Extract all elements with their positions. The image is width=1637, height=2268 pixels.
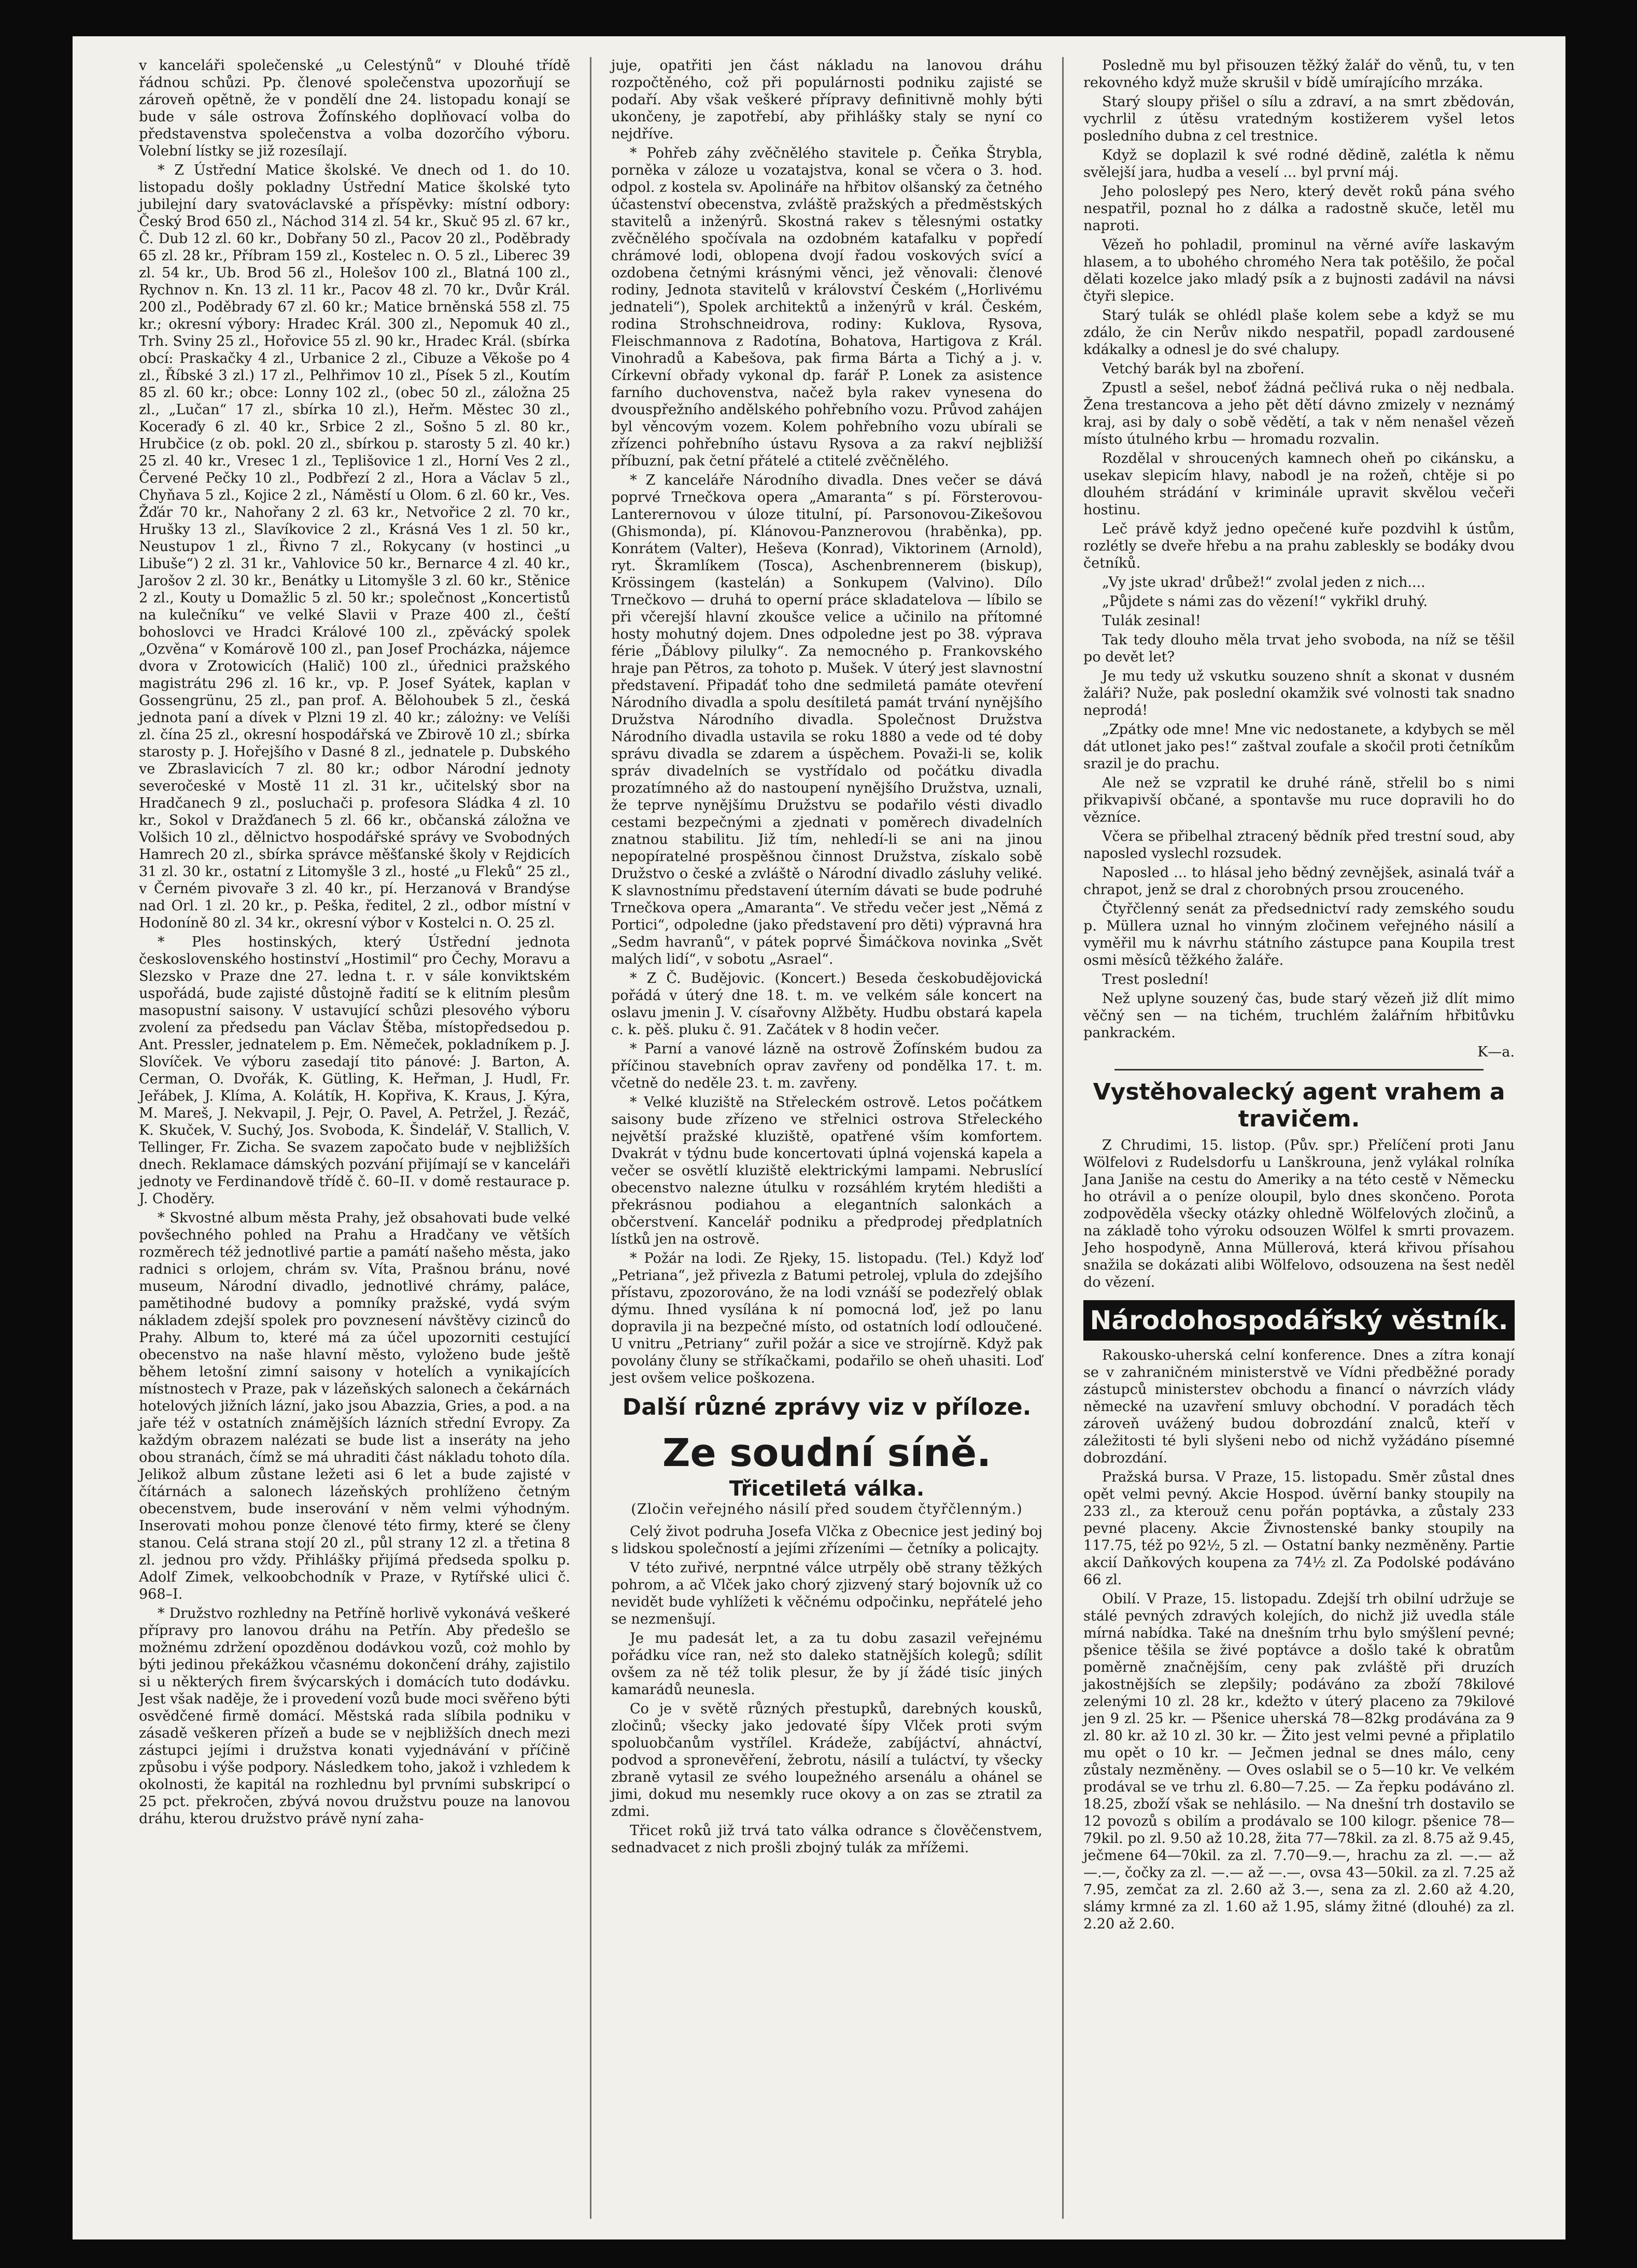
article-paragraph: V této zuřivé, nerpntné válce utrpěly obě strany těžkých pohrom, a ač Vlček jako chorý zjizvený starý bojovník už co nevidět bude vyhlížeti k věčnému odpočinku, nepřátelé jeho se nezmenšují. [611, 1560, 1047, 1627]
article-paragraph: Když se doplazil k své rodné dědině, zalétla k němu svělejší jara, hudba a veselí ... byl první máj. [1083, 147, 1519, 180]
column-middle [590, 57, 1062, 2219]
article-paragraph: Co je v světě různých přestupků, darebných kousků, zločinů; všecky jako jedovaté šípy Vlček proti svým spoluobčanům vystřílel. Krádeže, zabíjáctví, ahnáctví, podvod a spronevěření, žebrotu, násilí a tuláctví, ty všecky zbraně vytasil ze svého loupežného arsenálu a ohánel se jimi, dokud mu nesemkly ruce okovy a on zas se ztratil za zdmi. [611, 1701, 1047, 1820]
article-paragraph: Z Chrudimi, 15. listop. (Pův. spr.) Přelíčení proti Janu Wölfelovi z Rudelsdorfu u Lanškrouna, jenž vylákal rolníka Jana Janiše na cestu do Ameriky a na této cestě v Německu ho otrávil a o peníze oloupil, bylo dnes skončeno. Porota zodpověděla všecky otázky ohledně Wölfelových zločinů, a na základě toho výroku odsouzen Wölfel k smrti provazem. Jeho hospodyně, Anna Müllerová, která křivou přísahou snažila se dokázati alibi Wölfelovo, odsouzena na šest neděl do vězení. [1083, 1137, 1519, 1290]
article-paragraph: * Z Ústřední Matice školské. Ve dnech od 1. do 10. listopadu došly pokladny Ústřední Matice školské tyto jubilejní dary svatováclavské a příspěvky: místní odbory: Český Brod 650 zl., Náchod 314 zl. 54 kr., Skuč 95 zl. 67 kr., Č. Dub 12 zl. 60 kr., Dobřany 50 zl., Pacov 20 zl., Poděbrady 65 zl. 28 kr., Příbram 159 zl., Kostelec n. O. 5 zl., Liberec 39 zl. 54 kr., Ub. Brod 56 zl., Holešov 100 zl., Blatná 100 zl., Rychnov n. Kn. 13 zl. 11 kr., Pacov 48 zl. 70 kr., Dvůr Král. 200 zl., Poděbrady 67 zl. 60 kr.; Matice brněnská 558 zl. 75 kr.; okresní výbory: Hradec Král. 300 zl., Nepomuk 40 zl., Trh. Sviny 25 zl., Hořovice 55 zl. 90 kr., Hradec Král. (sbírka obcí: Praskačky 4 zl., Urbanice 2 zl., Cibuze a Věkoše po 4 zl., Říbské 3 zl.) 17 zl., Pelhřimov 10 zl., Písek 5 zl., Koutím 85 zl. 60 kr.; obce: Lonny 102 zl., (obec 50 zl., záložna 25 zl., „Lučan“ 17 zl., sbírka 10 zl.), Heřm. Městec 30 zl., Koceraďy 6 zl. 40 kr., Srbice 2 zl., Sošno 5 zl. 80 kr., Hrubčice (z ob. pokl. 20 zl., sbírkou p. starosty 5 zl. 40 kr.) 25 zl. 40 kr., Vresec 1 zl., Teplišovice 1 zl., Horní Ves 2 zl., Červené Pečky 10 zl., Podbřezí 2 zl., Hora a Václav 5 zl., Chyňava 5 zl., Kojice 2 zl., Náměstí u Olom. 6 zl. 60 kr., Ves. Žďár 70 kr., Nahořany 2 zl. 63 kr., Netvořice 2 zl. 70 kr., Hrušky 13 zl., Slavíkovice 2 zl., Krásná Ves 1 zl. 50 kr., Neustupov 1 zl., Řivno 7 zl., Rokycany (v hostinci „u Libuše“) 2 zl. 31 kr., Vahlovice 50 kr., Bernarce 4 zl. 40 kr., Jarošov 2 zl. 30 kr., Benátky u Litomyšle 3 zl. 60 kr., Stěnice 2 zl., Kouty u Domažlic 5 zl. 50 kr.; společnost „Koncertistů na kulečníku“ ve velké Slavii v Praze 400 zl., čeští bohoslovci ve Hradci Králové 100 zl., zpěvácký spolek „Ozvěna“ v Komárově 100 zl., pan Josef Procházka, nájemce dvora v Zrotowicích (Halič) 100 zl., úřednici pražského magistrátu 296 zl. 16 kr., vp. P. Josef Syátek, kaplan v Gossengrünu, 25 zl., pan prof. A. Bělohoubek 5 zl., česká jednota paní a dívek v Plzni 19 zl. 40 kr.; zálożny: ve Velíši zl. čína 25 zl., okresní hospodářská ve Zbirově 10 zl.; sbírka starosty p. J. Hořejšího v Dasné 8 zl., jednatele p. Dubského ve Zbraslavicích 7 zl. 80 kr.; odbor Národní jednoty severočeské v Mostě 11 zl. 31 kr., učitelský sbor na Hradčanech 9 zl., posluchači p. profesora Sládka 4 zl. 10 kr., Sokol v Dražďanech 5 zl. 66 kr., občanská záložna ve Volšich 10 zl., dělnictvo hospodářské správy ve Svobodných Hamrech 20 zl., sbírka správce měšťanské školy v Rejdicích 31 zl. 30 kr., ostatní z Litomyšle 3 zl., hosté „u Fleků“ 25 zl., v Černém pivovaře 3 zl. 40 kr., pí. Herzanová v Brandýse nad Orl. 1 zl. 20 kr., p. Peška, ředitel, 2 zl., odbor místní v Hodoníně 80 zl. 34 kr., okresní výbor v Kostelci n. O. 25 zl. [139, 162, 575, 931]
article-paragraph: „Půjdete s námi zas do vězení!“ vykřikl druhý. [1102, 594, 1428, 610]
article-paragraph: Je mu padesát let, a za tu dobu zasazil veřejnému pořádku více ran, než sto daleko statnějších kolegů; sdílit ovšem za ně též tolik plesur, že by jí žádé tisíc jiných kamarádů neunesla. [611, 1630, 1047, 1698]
economy-section-banner: Národohospodářský věstník. [1083, 1300, 1515, 1341]
article-paragraph: * Velké kluziště na Střeleckém ostrově. Letos počátkem saisony bude zřízeno ve střelnici ostrova Střeleckého největší pražské kluziště, opatřené vším komfortem. Dvakrát v týdnu bude koncertovati úplná vojenská kapela a večer se osvětlí kluziště elektrickými lampami. Nebruslící obecenstvo nalezne útulku v rozsáhlém krytém hledišti a překrásnou podiahou a elegantních salonkách a občerstvení. Kancelář podniku a předprodej předplatních lístků jen na ostrově. [611, 1094, 1047, 1247]
column-left [119, 57, 590, 2219]
article-paragraph: Trest poslední! [1102, 971, 1209, 988]
article-paragraph: Je mu tedy už vskutku souzeno shnít a skonat v dusném žaláři? Nuže, pak poslední okamžik své volnosti tak snadno neprodá! [1083, 668, 1519, 719]
court-section-title: Ze soudní síně. [662, 1431, 992, 1475]
article-paragraph: Než uplyne souzený čas, bude starý vězeň již dlít mimo věčný sen — na tichém, truchlém žalářním hřbitůvku pankrackém. [1083, 991, 1519, 1041]
article-paragraph: Celý život podruha Josefa Vlčka z Obecnice jest jediný boj s lidskou společností a jejími zřízeními — četníky a policajty. [611, 1524, 1047, 1557]
article-paragraph: Tak tedy dlouho měla trvat jeho svoboda, na níž se těšil po devět let? [1083, 632, 1519, 665]
divider [1114, 1069, 1484, 1070]
article-paragraph: Naposled ... to hlásal jeho bědný zevnějšek, asinalá tvář a chrapot, jenž se dral z chorobných prsou zrouceného. [1083, 865, 1519, 898]
article-paragraph: * Družstvo rozhledny na Petříně horlivě vykonává veškeré přípravy pro lanovou dráhu na Petřín. Aby předešlo se možnému zdržení opozděnou dodávkou vozů, coż mohlo by býti jedinou překážkou včasnému dokončení dráhy, zajistilo si u některých firem švýcarských i domácích tuto dodávku. Jest však naděje, že i provedení vozů bude moci svěřeno býti osvědčené firmě domácí. Městská rada slíbila podniku v zásadě veškeren přízeň a bude se v nejbližších dnech mezi zástupci jejími i družstva konati vyjednávání v příčině způsobu i výše podpory. Následkem toho, jakož i vzhledem k okolnosti, že kapitál na rozhlednu byl prvními subskripcí o 25 pct. překročen, zbývá novou družstvu pouze na lanovou dráhu, kterou družstvo právě nyní zaha- [139, 1605, 575, 1827]
newspaper-page [73, 36, 1565, 2239]
article-paragraph: * Z kanceláře Národního divadla. Dnes večer se dává poprvé Trnečkova opera „Amaranta“ s pí. Försterovou-Lanterernovou v úloze titulní, pí. Parsonovou-Zikešovou (Ghismonda), pí. Klánovou-Panznerovou (hraběnka), pp. Konrátem (Valter), Heševa (Konrad), Viktorinem (Arnold), ryt. Škramlíkem (Tosca), Aschenbrennerem (biskup), Krössingem (kastelán) a Sonkupem (Valvino). Dílo Trnečkovo — druhá to operní práce skladatelova — líbilo se při včerejší hlavní zkoušce velice a učinilo na přítomné hosty mohutný dojem. Dnes odpoledne jest po 38. výprava férie „Ďáblovy pilulky“. Za nemocného p. Frankovského hraje pan Pětros, za tohoto p. Mušek. V úterý jest slavnostní představení. Připadáť toho dne sedmiletá památe otevření Národního divadla a spolu desítiletá památ trvání nynějšího Družstva Národního divadla. Společnost Družstva Národního divadla ustavila se roku 1880 a vede od té doby správu divadla se zdarem a úspěchem. Považi-li se, kolik správ divadelních se vystřídalo od počátku divadla prozatímného až do nastoupení nynějšího Družstva, uznali, že teprve nynějšímu Družstvu se podařilo vésti divadlo cestami bezpečnými a zjednati v poměrech divadelních znatnou stabilitu. Již tím, nehledí-li se ani na jinou nepopíratelné prospěšnou činnost Družstva, získalo sobě Družstvo o české a zvláště o Národní divadlo zásluhy veliké. K slavnostnímu představení úterním dávati se bude podruhé Trnečkova opera „Amaranta“. Ve středu večer jest „Němá z Portici“, odpoledne (jako představení pro děti) výpravná hra „Sedm havranů“, v pátek poprvé Šimáčkova novinka „Svět malých lidí“, v sobotu „Asrael“. [611, 472, 1047, 967]
article-paragraph: Obilí. V Praze, 15. listopadu. Zdejší trh obilní udržuje se stálé pevných zdravých kolejích, do nichž již uvedla stále mírná nabídka. Také na dnešním trhu bylo smýšlení pevné; pšenice těšila se živé poptávce a došlo také k obratům poměrně značnějším, ceny pak zvláště při druzích jakostnějších se zlepšily; podáváno za zboží 78kilové zelenými 10 zl. 28 kr., kdežto v úterý placeno za 79kilové jen 9 zl. 25 kr. — Pšenice uherská 78—82kg prodávána za 9 zl. 80 kr. až 10 zl. 30 kr. — Žito jest velmi pevné a připlatilo mu opět o 10 kr. — Ječmen jednal se dnes málo, ceny zůstaly nezměněny. — Oves oslabil se o 5—10 kr. Ve velkém prodával se ve trhu zl. 6.80—7.25. — Za řepku podáváno zl. 18.25, zboží však se nehlásilo. — Na dnešní trh dostavilo se 12 povozů s obilím a prodávalo se 100 kilogr. pšenice 78—79kil. po zl. 9.50 až 10.28, žita 77—78kil. za zl. 8.75 až 9.45, ječmene 64—70kil. za zl. 7.70—9.—, hrachu za zl. —.— až —.—, čočky za zl. —.— až —.—, ovsa 43—50kil. za zl. 7.25 až 7.95, zemčat za zl. 2.60 až 3.—, sena za zl. 2.60 až 4.20, slámy krmné za zl. 1.60 až 1.95, slámy žitné (dlouhé) za zl. 2.20 až 2.60. [1083, 1591, 1519, 1932]
article-paragraph: * Z Č. Budějovic. (Koncert.) Beseda českobudějovická pořádá v úterý dne 18. t. m. ve velkém sále koncert na oslavu jmenin J. V. císařovny Alžběty. Hudbu obstará kapela c. k. pěš. pluku č. 91. Začátek v 8 hodin večer. [611, 970, 1047, 1038]
article-paragraph: Leč právě když jedno opečené kuře pozdvihl k ústům, rozlétly se dveře hřebu a na prahu zableskly se bodáky dvou četníků. [1083, 521, 1519, 571]
article-paragraph: Tulák zesinal! [1102, 613, 1201, 629]
author-signature: K—a. [1477, 1044, 1515, 1060]
article-paragraph: v kanceláři společenské „u Celestýnů“ v Dlouhé třídě řádnou schůzi. Pp. členové společenstva upozorňují se zároveň opětně, že v pondělí dne 24. listopadu konají se bude v sále ostrova Žofínského doplňovací volba do představenstva společenstva a volba dozorčího výboru. Volební lístky se již rozesílají. [139, 58, 575, 159]
article-paragraph: Jeho poloslepý pes Nero, který devět roků pána svého nespatřil, poznal ho z dálka a radostně skuče, letěl mu naproti. [1083, 184, 1519, 234]
article-paragraph: * Pohřeb záhy zvěčnělého stavitele p. Čeňka Štrybla, porněka v záloze u vozatajstva, konal se včera o 3. hod. odpol. z kostela sv. Apolináře na hřbitov olšanský za četného účastenství obecenstva, zvláště pražských a předměstských stavitelů a inženýrů. Skostná rakev s tělesnými ostatky zvěčnělého spočívala na ozdobném katafalku v popředí chrámové lodi, oblopena dvojí řadou voskových svící a ozdobena četnými krásnými věnci, jež věnovali: členové rodiny, Jednota stavitelů v království Českém („Horlivému jednateli“), Spolek architektů a inženýrů v král. Českém, rodina Strohschneidrova, rodiny: Kuklova, Rysova, Fleischmannova z Radotína, Bohatova, Hartigova z Král. Vinohradů a Kabešova, pak firma Bárta a Tichý a j. v. Církevní obřady vykonal dp. farář P. Lonek za asistence farního duchovenstva, načež byla rakev vynesena do dvouspřežního andělského pohřebního vozu. Průvod zahájen byl věncovým vozem. Kolem pohřebního vozu ubírali se zřízenci pohřebního ústavu Rysova a za rakví nejbližší příbuzní, pak četní přátelé a ctitelé zvěčnělého. [611, 145, 1047, 469]
article-paragraph: * Parní a vanové lázně na ostrově Žofínském budou za příčinou stavebních oprav zavřeny od pondělka 17. t. m. včetně do neděle 23. t. m. zavřeny. [611, 1041, 1047, 1091]
article-paragraph: * Skvostné album města Prahy, jež obsahovati bude velké povšechného pohled na Prahu a Hradčany ve větších rozměrech též jednotlivé partie a památí našeho města, jako radnici s orlojem, chrám sv. Víta, Prašnou bránu, nové museum, Národní divadlo, jednotlivé chrámy, paláce, pamětihodné budovy a pomníky pražské, vydá svým nákladem zdejší spolek pro povznesení návštěvy cizinců do Prahy. Album to, které má za účel upozorniti cestující obecenstvo na naše hlavní město, vyloženo bude ještě během letošní zimní saisony v hotelích a vynikajících místnostech v Praze, pak v lázeňských salonech a čekárnách hotelových jižních lázní, jako jsou Abazzia, Gries, a pod. a na jaře též v ostatních známějších lázních střední Evropy. Za každým obrazem nalézati se bude list a inseráty na jeho obou stranách, čímž se má uhraditi část nákladu tohoto díla. Jelikož album zůstane ležeti asi 6 let a bude zajisté v čítárnách a salonech lázeňských prohlíženo četným obecenstvem, bude inserování v něm velmi výhodným. Inserovati mohou ponze členové této firmy, které se členy stanou. Celá strana stojí 20 zl., půl strany 12 zl. a třetina 8 zl. jednou pro vždy. Přihlášky přijímá předseda spolku p. Adolf Zimek, velkoobchodník v Praze, v Rytířské ulici č. 968–I. [139, 1210, 575, 1602]
article-paragraph: juje, opatřiti jen část nákladu na lanovou dráhu rozpočtěného, což při populárnosti podniku zajisté se podaří. Aby však veškeré přípravy definitivně mohly býti ukončeny, je zapotřebí, aby přihlášky staly se nyní co nejdříve. [611, 58, 1047, 142]
article-paragraph: Pražská bursa. V Praze, 15. listopadu. Směr zůstal dnes opět velmi pevný. Akcie Hospod. úvěrní banky stoupily na 233 zl., za kterouž cenu pořán poptávka, a zůstaly 233 pevné placeny. Akcie Živnostenské banky stoupily na 117.75, též po 92½, 5 zl. — Ostatní banky nezměněny. Partie akcií Daňkových koupena za 74½ zl. Za Podolské podáváno 66 zl. [1083, 1469, 1519, 1588]
article-paragraph: Vetchý barák byl na zboření. [1102, 361, 1305, 377]
article-paragraph: Starý tulák se ohlédl plaše kolem sebe a když se mu zdálo, že cin Nerův nikdo nespatřil, popadl zardousené kdákalky a odnesl je do své chalupy. [1083, 307, 1519, 358]
article-paragraph: Třicet roků již trvá tato válka odrance s člověčenstvem, sednadvacet z nich prošli zbojný tulák za mřížemi. [611, 1823, 1047, 1856]
article-paragraph: „Zpátky ode mne! Mne vic nedostanete, a kdybych se měl dát utlonet jako pes!“ zaštval zoufale a skočil proti četníkům srazil je do prachu. [1083, 722, 1519, 772]
article-paragraph: Posledně mu byl přisouzen těžký žalář do věnů, tu, v ten rekovného když muže skrušil v bídě umírajícího mrzáka. [1083, 58, 1519, 91]
article-paragraph: * Ples hostinských, který Ústřední jednota československého hostinství „Hostimil“ pro Čechy, Moravu a Slezsko v Praze dne 27. ledna t. r. v sále konviktském uspořádá, bude zajisté důstojně řadití se k elitním plesům masopustní saisony. V ustavující schůzi plesového výboru zvolení za předsedu pan Václav Štěba, místopředsedou p. Ant. Pressler, jednatelem p. Em. Němeček, pokladníkem p. J. Slovíček. Ve výboru zasedají tito pánové: J. Barton, A. Cerman, O. Dvořák, K. Gütling, K. Heřman, J. Hudl, Fr. Jeřábek, J. Klíma, A. Kolátík, H. Kopřiva, K. Kraus, J. Kýra, M. Mareš, J. Nekvapil, J. Pejr, O. Pavel, A. Petržel, J. Řezáč, K. Skuček, V. Suchý, Jos. Svoboda, K. Šindelář, V. Stallich, V. Tellinger, Fr. Zicha. Se svazem započato bude v nejbližších dnech. Reklamace dámských pozvání přijímají se v kanceláři jednoty ve Ferdinandově třídě č. 60–II. v domě restaurace p. J. Choděry. [139, 934, 575, 1207]
court-article-title: Třicetiletá válka. [729, 1477, 925, 1501]
article-paragraph: Zpustl a sešel, neboť žádná pečlivá ruka o něj nedbala. Žena trestancova a jeho pět dětí dávno zmizely v neznámý kraj, asi by daly o sobě vědětí, a tak v něm nenašel vězeň místo útulného krbu — hromadu rozvalin. [1083, 380, 1519, 447]
article-paragraph: „Vy jste ukrad' drůbež!“ zvolal jeden z nich.... [1102, 574, 1426, 590]
article-paragraph: Rakousko-uherská celní konference. Dnes a zítra konají se v zahraničném ministerstvě ve Vídni předběžné porady zástupců ministerstev obchodu a financí o návrzích vlády německé na uzavření smluvy obchodní. V poradách těch zároveň uvážený budou dobrozdání znalců, kteří v záležitosti té byli slyšeni nebo od nichž vyžádáno písemné dobrozdání. [1083, 1347, 1519, 1466]
article-paragraph: Rozdělal v shroucených kamnech oheň po cikánsku, a usekav slepicím hlavy, nabodl je na rožeň, chtěje si po dlouhém strádání v kriminále upravit skvělou večeři hostinu. [1083, 450, 1519, 518]
column-right [1062, 57, 1534, 2219]
article-paragraph: Ale než se vzpratil ke druhé ráně, střelil bo s nimi přikvapivší občané, a spontavše mu ruce dopravili ho do vězníce. [1083, 775, 1519, 825]
article-paragraph: Vězeň ho pohladil, prominul na věrné avíře laskavým hlasem, a to ubohého chromého Nera tak potěšilo, že počal dělati kozelce jako mladý psík a z bujnosti zadávil na návsi čtyři slepice. [1083, 237, 1519, 304]
court-article-note: (Zločin veřejného násilí před soudem čtyřčlenným.) [631, 1501, 1023, 1517]
article-paragraph: Čtyřčlenný senát za předsednictví rady zemského soudu p. Müllera uznal ho vinným zločinem veřejného násilí a vyměřil mu k návrhu státního zástupce pana Koupila trest osmi měsíců těžkého žaláře. [1083, 901, 1519, 968]
column-layout [119, 57, 1534, 2219]
more-news-heading: Další různé zprávy viz v příloze. [622, 1394, 1032, 1420]
article-paragraph: * Požár na lodi. Ze Rjeky, 15. listopadu. (Tel.) Když loď „Petriana“, jež přivezla z Batumi petrolej, vplula do zdejšího přístavu, zpozorováno, že na lodi vznáší se podezřelý oblak dýmu. Ihned vysílána k ní pomocná loď, jež po lanu dopravila ji na bezpečné místo, od ostatních lodí odloučené. U vnitru „Petriany“ zuřil požár a sice ve strojírně. Když pak povolány čluny se stříkačkami, podařilo se oheň uhasiti. Loď jest ovšem velice poškozena. [611, 1250, 1047, 1386]
agent-article-title: Vystěhovalecký agent vrahem a travičem. [1093, 1079, 1505, 1132]
article-paragraph: Včera se přibelhal ztracený bědník před trestní soud, aby naposled vyslechl rozsudek. [1083, 828, 1519, 862]
article-paragraph: Starý sloupy přišel o sílu a zdraví, a na smrt zbědován, vychrlil z útěsu vratedným kostižerem vyšel letos posledního dubna z cel trestnice. [1083, 94, 1519, 144]
